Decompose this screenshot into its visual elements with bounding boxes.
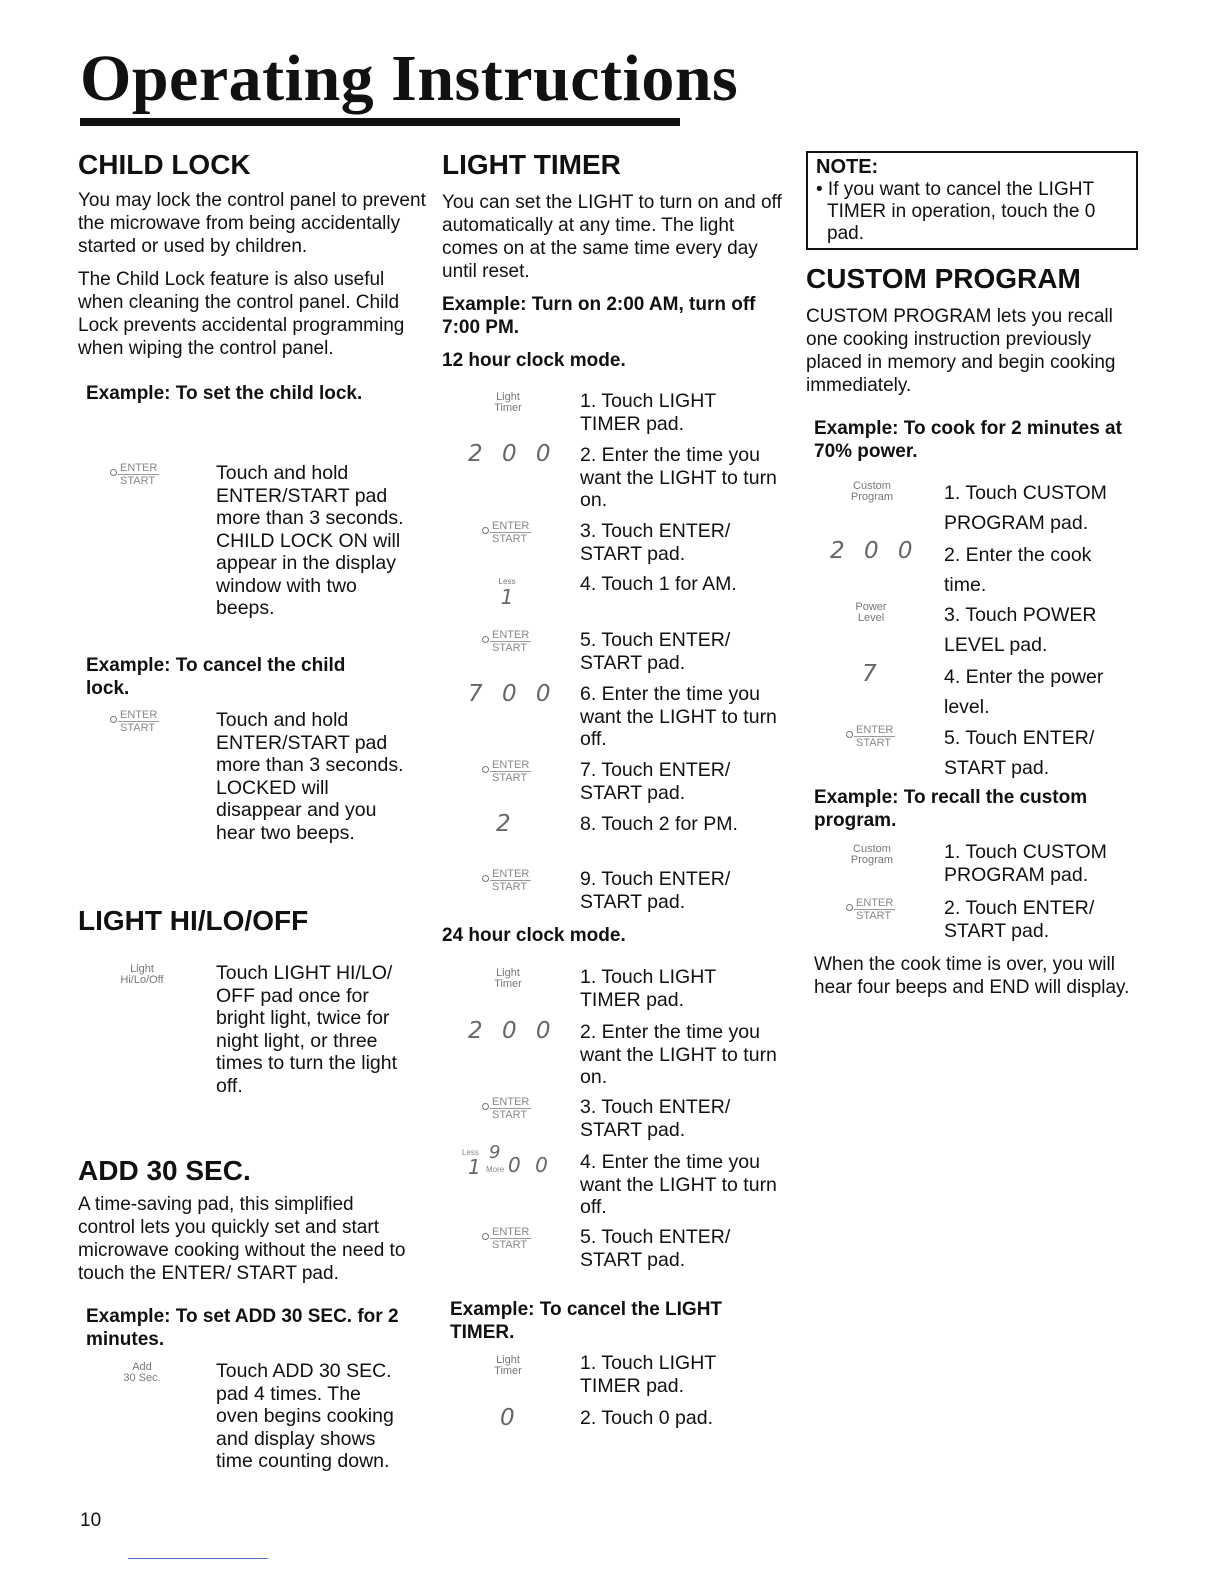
- light-timer-heading: LIGHT TIMER: [442, 149, 621, 180]
- step-12-6: 6. Enter the time you want the LIGHT to turn off.: [580, 683, 777, 750]
- custom-step-1: 1. Touch CUSTOM PROGRAM pad.: [944, 482, 1107, 534]
- page-title: Operating Instructions: [80, 42, 739, 115]
- add30-heading: ADD 30 SEC.: [78, 1155, 251, 1186]
- power-level-key: Power Level: [855, 601, 887, 624]
- child-lock-example-1-heading: Example: To set the child lock.: [86, 382, 363, 404]
- step-24-5: 5. Touch ENTER/ START pad.: [580, 1226, 731, 1271]
- step-24-1: 1. Touch LIGHT TIMER pad.: [580, 966, 716, 1011]
- cancel-timer-heading: Example: To cancel the LIGHT TIMER.: [450, 1299, 723, 1343]
- add30-step: Touch ADD 30 SEC. pad 4 times. The oven begins cooking and display shows time counting down.: [216, 1360, 394, 1472]
- column-right: [806, 264, 1146, 463]
- custom-program-heading: CUSTOM PROGRAM: [806, 263, 1081, 294]
- enter-start-key: ENTER START: [490, 630, 531, 655]
- digit-0: 0: [500, 1405, 521, 1431]
- column-left: [78, 150, 428, 405]
- child-lock-intro: You may lock the control panel to prevent the microwave from being accidentally started or used by children.: [78, 189, 426, 257]
- note-heading: NOTE:: [816, 156, 879, 178]
- light-hilo-key: Light Hi/Lo/Off: [120, 963, 164, 986]
- child-lock-intro-2: The Child Lock feature is also useful when cleaning the control panel. Child Lock prevents accidental programming when wiping the control panel.: [78, 268, 405, 359]
- digit-1-key: Less 1: [498, 577, 516, 609]
- light-timer-example-heading: Example: Turn on 2:00 AM, turn off 7:00 PM.: [442, 293, 756, 338]
- enter-start-key: ENTER START: [854, 898, 895, 923]
- light-hilo-step: Touch LIGHT HI/LO/ OFF pad once for bright light, twice for night light, or three times to turn the light off.: [216, 962, 398, 1097]
- note-box: [806, 151, 1138, 250]
- note-body: • If you want to cancel the LIGHT TIMER in operation, touch the 0 pad.: [816, 179, 1096, 244]
- step-12-4: 4. Touch 1 for AM.: [580, 573, 737, 595]
- custom-recall-step-1: 1. Touch CUSTOM PROGRAM pad.: [944, 841, 1107, 886]
- custom-program-key: Custom Program: [850, 843, 894, 866]
- enter-start-key: ENTER START: [854, 725, 895, 750]
- mode-12-heading: 12 hour clock mode.: [442, 349, 626, 371]
- enter-start-key: ENTER START: [490, 1097, 531, 1122]
- enter-start-key: ENTER START: [490, 760, 531, 785]
- page-number: 10: [80, 1510, 102, 1531]
- add30-example-heading: Example: To set ADD 30 SEC. for 2 minutes.: [86, 1306, 399, 1350]
- cancel-step-1: 1. Touch LIGHT TIMER pad.: [580, 1352, 716, 1397]
- step-12-5: 5. Touch ENTER/ START pad.: [580, 629, 731, 674]
- custom-step-3: 3. Touch POWER LEVEL pad.: [944, 604, 1097, 656]
- child-lock-heading: CHILD LOCK: [78, 149, 251, 180]
- add30-key: Add 30 Sec.: [123, 1361, 161, 1384]
- child-lock-example-2-heading: Example: To cancel the child lock.: [86, 655, 346, 699]
- custom-program-intro: CUSTOM PROGRAM lets you recall one cooking instruction previously placed in memory and begin cooking immediately.: [806, 305, 1116, 396]
- digits-200: 2 0 0: [468, 441, 557, 467]
- digits-200: 2 0 0: [468, 1018, 557, 1044]
- custom-program-outro: When the cook time is over, you will hear four beeps and END will display.: [814, 954, 1130, 998]
- enter-start-key: ENTER START: [490, 869, 531, 894]
- enter-start-key: ENTER START: [118, 710, 159, 735]
- step-12-9: 9. Touch ENTER/ START pad.: [580, 868, 731, 913]
- child-lock-step-1: Touch and hold ENTER/START pad more than 3 seconds. CHILD LOCK ON will appear in the display window with two beeps.: [216, 462, 404, 619]
- cancel-step-2: 2. Touch 0 pad.: [580, 1407, 713, 1429]
- custom-example-1-heading: Example: To cook for 2 minutes at 70% power.: [814, 417, 1122, 462]
- digit-2: 2: [496, 811, 517, 837]
- enter-start-key: ENTER START: [118, 463, 159, 488]
- column-middle: [442, 150, 787, 372]
- custom-step-2: 2. Enter the cook time.: [944, 544, 1092, 596]
- digits-1900: Less 1 9 More 0 0: [462, 1142, 552, 1179]
- custom-step-4: 4. Enter the power level.: [944, 666, 1104, 718]
- custom-program-key: Custom Program: [850, 480, 894, 503]
- digit-7: 7: [862, 661, 883, 687]
- step-24-4: 4. Enter the time you want the LIGHT to turn off.: [580, 1151, 777, 1218]
- mode-24-heading: 24 hour clock mode.: [442, 925, 626, 946]
- child-lock-step-2: Touch and hold ENTER/START pad more than 3 seconds. LOCKED will disappear and you hear two beeps.: [216, 709, 404, 844]
- step-12-2: 2. Enter the time you want the LIGHT to turn on.: [580, 444, 777, 511]
- light-timer-key: Light Timer: [494, 967, 522, 990]
- light-timer-key: Light Timer: [494, 391, 522, 414]
- enter-start-key: ENTER START: [490, 1227, 531, 1252]
- custom-recall-step-2: 2. Touch ENTER/ START pad.: [944, 897, 1095, 942]
- footer-rule: [128, 1558, 268, 1559]
- step-12-8: 8. Touch 2 for PM.: [580, 813, 738, 835]
- digits-700: 7 0 0: [468, 681, 557, 707]
- step-12-3: 3. Touch ENTER/ START pad.: [580, 520, 731, 565]
- custom-step-5: 5. Touch ENTER/ START pad.: [944, 727, 1095, 779]
- title-rule: [80, 118, 680, 126]
- step-24-3: 3. Touch ENTER/ START pad.: [580, 1096, 731, 1141]
- step-24-2: 2. Enter the time you want the LIGHT to turn on.: [580, 1021, 777, 1088]
- digits-200: 2 0 0: [830, 538, 919, 564]
- step-12-7: 7. Touch ENTER/ START pad.: [580, 759, 731, 804]
- add30-intro: A time-saving pad, this simplified control lets you quickly set and start microwave cooking without the need to touch the ENTER/ START pad.: [78, 1194, 406, 1284]
- enter-start-key: ENTER START: [490, 521, 531, 546]
- custom-example-2-heading: Example: To recall the custom program.: [814, 787, 1088, 831]
- light-timer-key: Light Timer: [494, 1354, 522, 1377]
- light-hilo-heading: LIGHT HI/LO/OFF: [78, 905, 309, 936]
- step-12-1: 1. Touch LIGHT TIMER pad.: [580, 390, 716, 435]
- light-timer-intro: You can set the LIGHT to turn on and off automatically at any time. The light comes on at the same time every day until reset.: [442, 191, 782, 282]
